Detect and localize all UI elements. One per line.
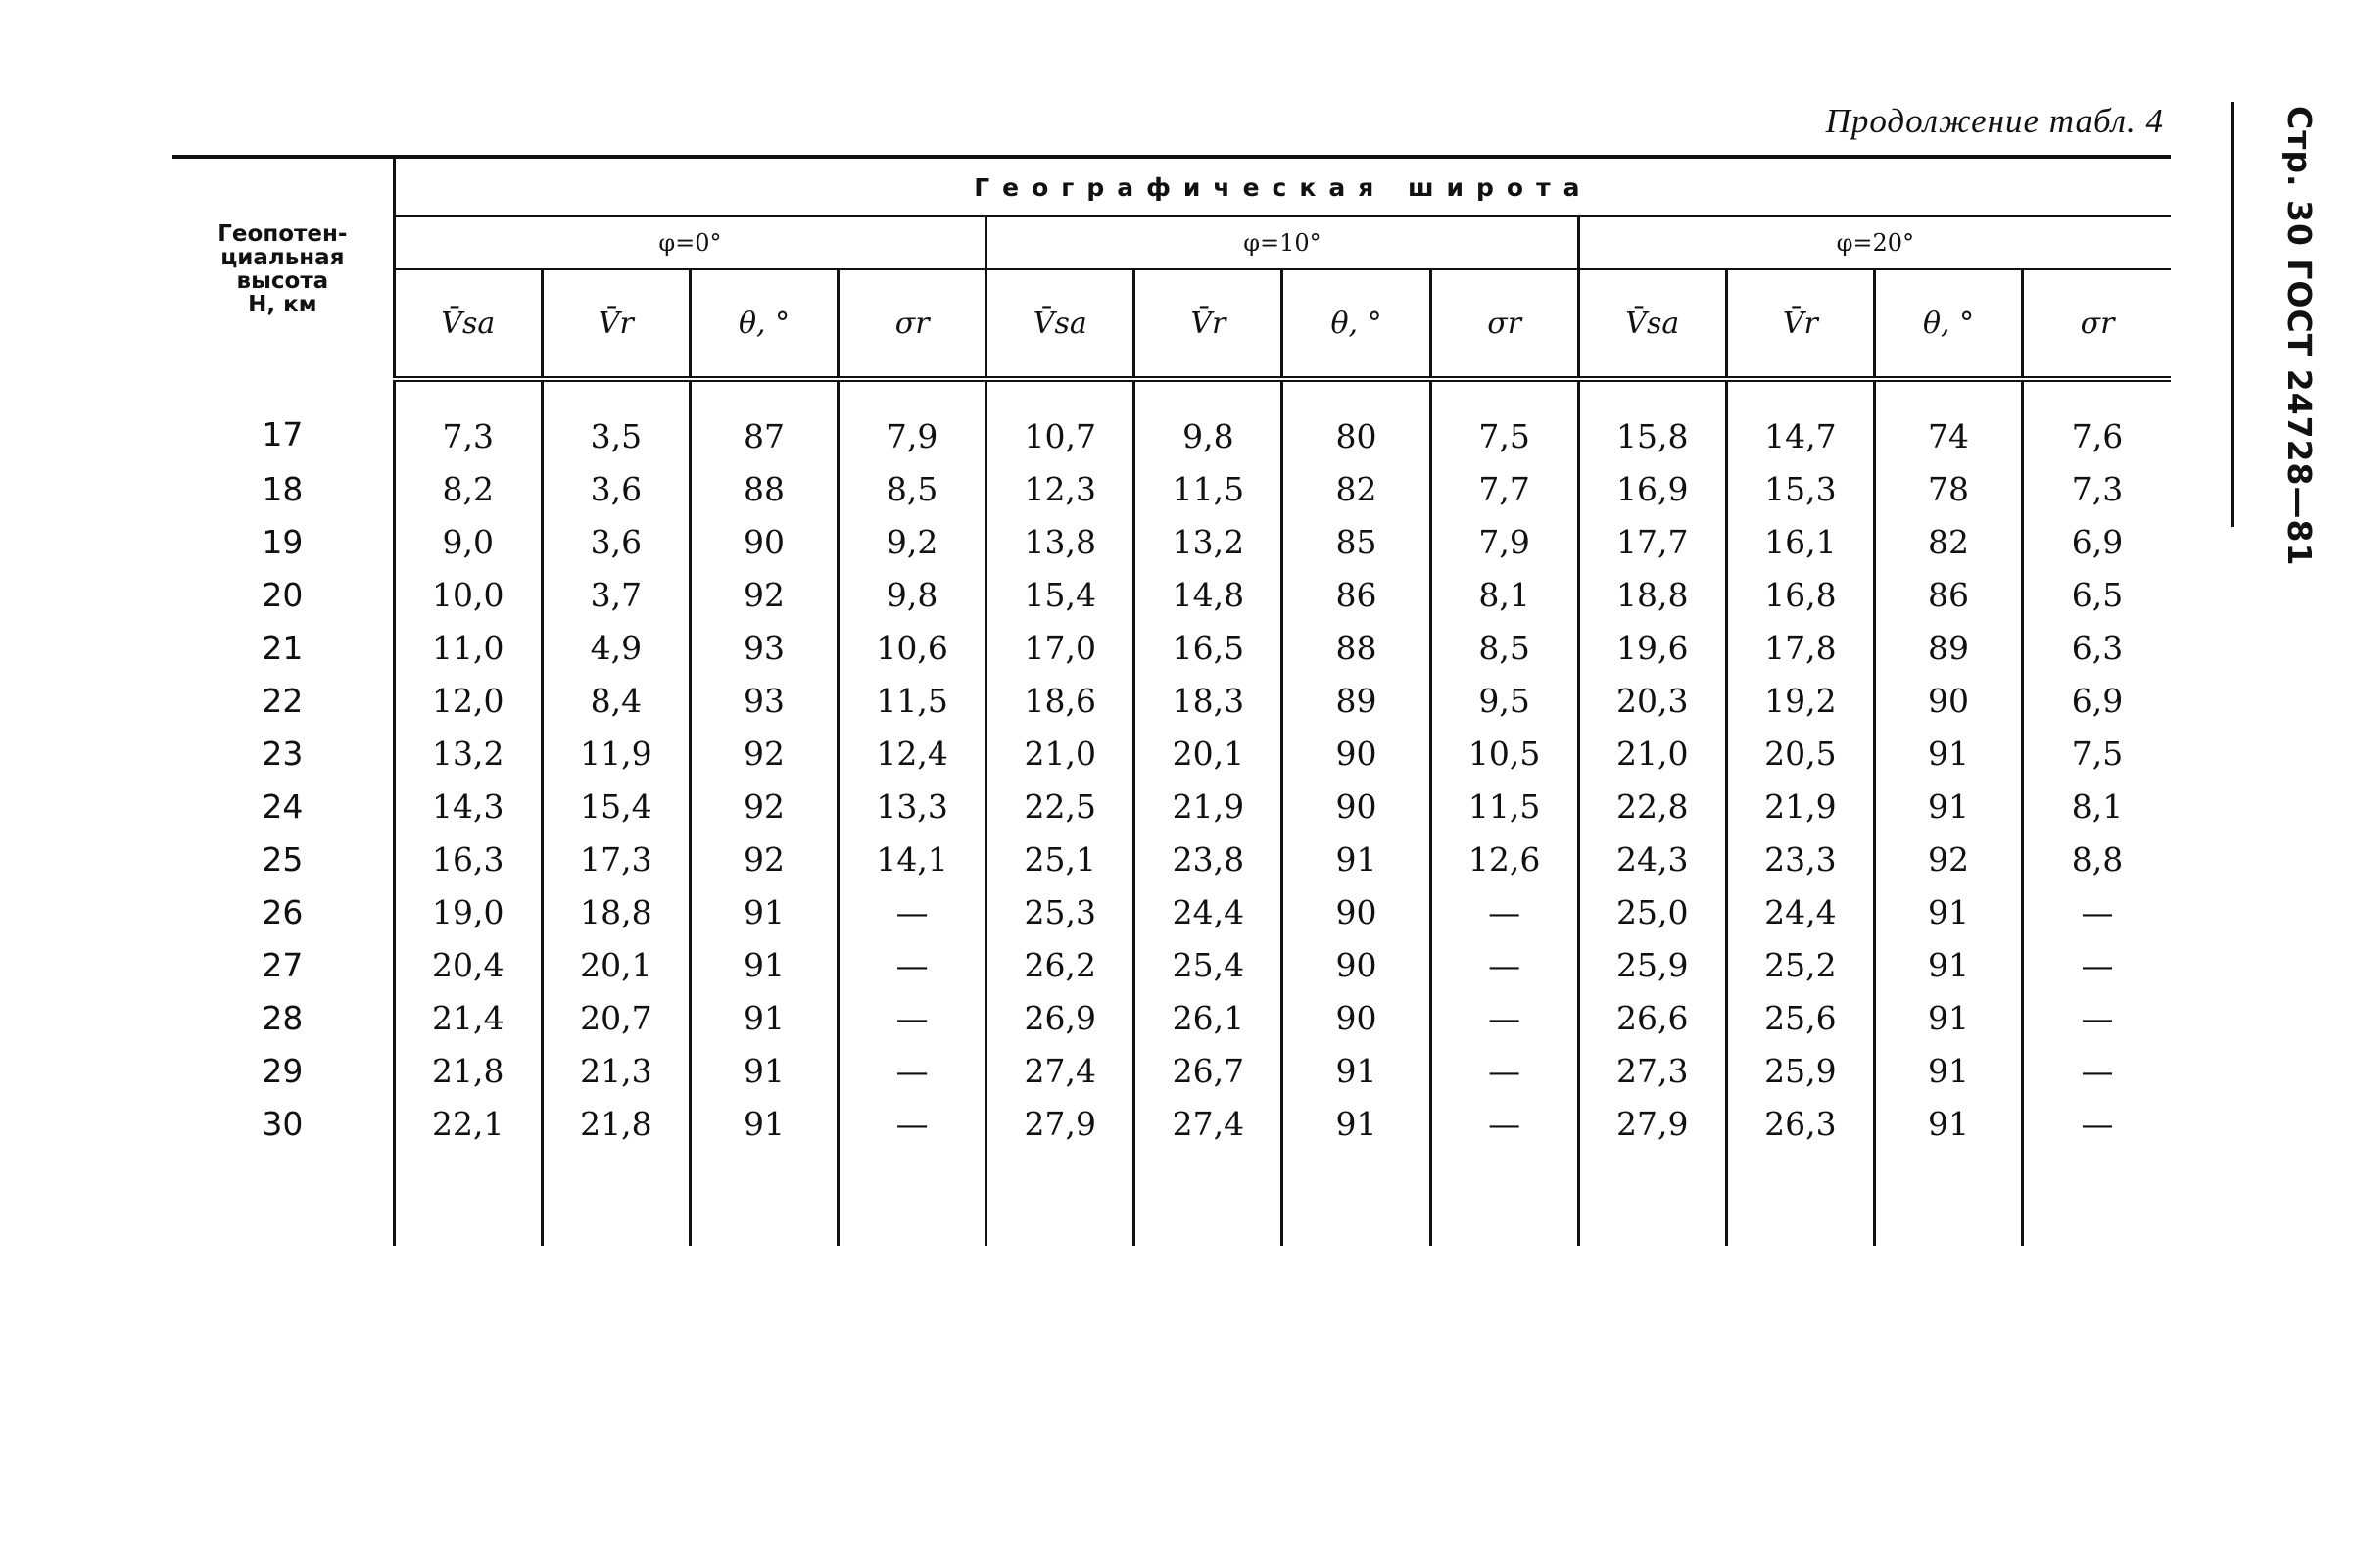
- value-cell: 13,2: [1134, 515, 1282, 568]
- value-cell: 17,8: [1726, 621, 1874, 674]
- height-cell: 23: [172, 727, 394, 780]
- value-cell: —: [1430, 885, 1578, 938]
- latitude-0-header: φ=0°: [394, 216, 986, 269]
- value-cell: 91: [1282, 1097, 1430, 1150]
- value-cell: 3,6: [542, 462, 690, 515]
- value-cell: 91: [1874, 1097, 2022, 1150]
- table-row: [172, 568, 2171, 621]
- height-cell: 27: [172, 938, 394, 991]
- value-cell: 9,2: [839, 515, 986, 568]
- value-cell: 23,3: [1726, 832, 1874, 885]
- value-cell: 27,3: [1578, 1044, 1726, 1097]
- value-cell: 21,9: [1134, 780, 1282, 832]
- latitude-group-header: Географическая широта: [394, 157, 2171, 216]
- value-cell: 26,9: [986, 991, 1134, 1044]
- value-cell: 92: [690, 832, 838, 885]
- atmosphere-table: [172, 155, 2171, 1246]
- value-cell: 91: [690, 885, 838, 938]
- value-cell: 90: [1282, 938, 1430, 991]
- table-row: [172, 379, 2171, 462]
- height-cell: 21: [172, 621, 394, 674]
- value-cell: 17,7: [1578, 515, 1726, 568]
- table-row: [172, 674, 2171, 727]
- value-cell: 91: [1874, 727, 2022, 780]
- value-cell: 80: [1282, 379, 1430, 462]
- value-cell: 10,5: [1430, 727, 1578, 780]
- value-cell: 8,1: [1430, 568, 1578, 621]
- value-cell: 91: [690, 1044, 838, 1097]
- value-cell: 12,6: [1430, 832, 1578, 885]
- value-cell: 89: [1874, 621, 2022, 674]
- param-vr-header: V̄r: [542, 269, 690, 379]
- value-cell: 91: [1282, 1044, 1430, 1097]
- value-cell: 21,9: [1726, 780, 1874, 832]
- value-cell: 26,7: [1134, 1044, 1282, 1097]
- page-standard-label: Стр. 30 ГОСТ 24728—81: [2281, 106, 2319, 567]
- value-cell: —: [839, 885, 986, 938]
- value-cell: 91: [690, 938, 838, 991]
- value-cell: —: [1430, 938, 1578, 991]
- height-cell: 28: [172, 991, 394, 1044]
- value-cell: 90: [1282, 727, 1430, 780]
- height-cell: 19: [172, 515, 394, 568]
- table-filler-row: [172, 1150, 2171, 1246]
- value-cell: 21,8: [394, 1044, 542, 1097]
- value-cell: 11,5: [1430, 780, 1578, 832]
- value-cell: 27,9: [1578, 1097, 1726, 1150]
- value-cell: 15,4: [986, 568, 1134, 621]
- value-cell: 15,8: [1578, 379, 1726, 462]
- value-cell: 20,3: [1578, 674, 1726, 727]
- value-cell: 4,9: [542, 621, 690, 674]
- value-cell: 9,5: [1430, 674, 1578, 727]
- value-cell: 93: [690, 674, 838, 727]
- value-cell: 16,8: [1726, 568, 1874, 621]
- value-cell: 22,5: [986, 780, 1134, 832]
- param-sigma-header: σr: [1430, 269, 1578, 379]
- value-cell: 27,4: [986, 1044, 1134, 1097]
- value-cell: 20,1: [1134, 727, 1282, 780]
- latitude-20-header: φ=20°: [1578, 216, 2171, 269]
- value-cell: 8,5: [839, 462, 986, 515]
- value-cell: 25,9: [1726, 1044, 1874, 1097]
- value-cell: —: [2023, 1097, 2171, 1150]
- value-cell: 17,0: [986, 621, 1134, 674]
- value-cell: 91: [1874, 1044, 2022, 1097]
- value-cell: —: [2023, 938, 2171, 991]
- value-cell: 21,8: [542, 1097, 690, 1150]
- margin-rule: [2231, 102, 2234, 527]
- value-cell: 15,3: [1726, 462, 1874, 515]
- value-cell: 26,1: [1134, 991, 1282, 1044]
- value-cell: 13,3: [839, 780, 986, 832]
- height-cell: 24: [172, 780, 394, 832]
- value-cell: 91: [690, 1097, 838, 1150]
- value-cell: 18,3: [1134, 674, 1282, 727]
- value-cell: 24,3: [1578, 832, 1726, 885]
- table-row: [172, 621, 2171, 674]
- value-cell: 82: [1874, 515, 2022, 568]
- value-cell: 21,3: [542, 1044, 690, 1097]
- value-cell: 20,7: [542, 991, 690, 1044]
- value-cell: 25,3: [986, 885, 1134, 938]
- filler-cell: [1874, 1150, 2022, 1246]
- value-cell: 91: [1874, 938, 2022, 991]
- value-cell: —: [1430, 1097, 1578, 1150]
- value-cell: 8,5: [1430, 621, 1578, 674]
- value-cell: 25,6: [1726, 991, 1874, 1044]
- value-cell: 74: [1874, 379, 2022, 462]
- height-cell: 18: [172, 462, 394, 515]
- value-cell: 6,9: [2023, 674, 2171, 727]
- param-theta-header: θ, °: [1282, 269, 1430, 379]
- value-cell: 25,1: [986, 832, 1134, 885]
- filler-cell: [542, 1150, 690, 1246]
- latitude-10-header: φ=10°: [986, 216, 1579, 269]
- value-cell: 7,6: [2023, 379, 2171, 462]
- height-header-line-1: Геопотен-: [217, 220, 348, 247]
- table-row: [172, 991, 2171, 1044]
- height-cell: 30: [172, 1097, 394, 1150]
- value-cell: 17,3: [542, 832, 690, 885]
- table-row: [172, 515, 2171, 568]
- value-cell: 89: [1282, 674, 1430, 727]
- value-cell: 20,1: [542, 938, 690, 991]
- value-cell: 86: [1282, 568, 1430, 621]
- filler-cell: [1134, 1150, 1282, 1246]
- value-cell: 19,6: [1578, 621, 1726, 674]
- filler-cell: [839, 1150, 986, 1246]
- value-cell: 12,0: [394, 674, 542, 727]
- value-cell: —: [2023, 885, 2171, 938]
- value-cell: —: [2023, 991, 2171, 1044]
- table-row: [172, 462, 2171, 515]
- value-cell: 18,8: [1578, 568, 1726, 621]
- value-cell: 27,9: [986, 1097, 1134, 1150]
- filler-cell: [172, 1150, 394, 1246]
- value-cell: 11,5: [839, 674, 986, 727]
- value-cell: 92: [690, 780, 838, 832]
- value-cell: —: [839, 1044, 986, 1097]
- table-row: [172, 832, 2171, 885]
- value-cell: 78: [1874, 462, 2022, 515]
- value-cell: 3,7: [542, 568, 690, 621]
- value-cell: 10,6: [839, 621, 986, 674]
- value-cell: 3,5: [542, 379, 690, 462]
- value-cell: 92: [690, 568, 838, 621]
- value-cell: 25,2: [1726, 938, 1874, 991]
- value-cell: 7,3: [394, 379, 542, 462]
- value-cell: 91: [1282, 832, 1430, 885]
- value-cell: 7,3: [2023, 462, 2171, 515]
- table-row: [172, 1044, 2171, 1097]
- value-cell: 14,8: [1134, 568, 1282, 621]
- value-cell: 10,0: [394, 568, 542, 621]
- value-cell: 16,3: [394, 832, 542, 885]
- height-header-line-3: высота: [236, 267, 329, 294]
- param-vr-header: V̄r: [1134, 269, 1282, 379]
- table-row: [172, 885, 2171, 938]
- value-cell: 9,0: [394, 515, 542, 568]
- value-cell: 7,9: [1430, 515, 1578, 568]
- value-cell: 25,4: [1134, 938, 1282, 991]
- value-cell: 26,2: [986, 938, 1134, 991]
- value-cell: 7,5: [1430, 379, 1578, 462]
- value-cell: 7,9: [839, 379, 986, 462]
- param-sigma-header: σr: [839, 269, 986, 379]
- height-cell: 17: [172, 379, 394, 462]
- value-cell: 90: [1282, 780, 1430, 832]
- value-cell: 3,6: [542, 515, 690, 568]
- value-cell: 87: [690, 379, 838, 462]
- value-cell: 8,8: [2023, 832, 2171, 885]
- value-cell: 21,0: [1578, 727, 1726, 780]
- data-table-container: [172, 155, 2171, 1246]
- table-row: [172, 1097, 2171, 1150]
- filler-cell: [986, 1150, 1134, 1246]
- height-cell: 22: [172, 674, 394, 727]
- value-cell: 8,1: [2023, 780, 2171, 832]
- value-cell: 91: [1874, 780, 2022, 832]
- value-cell: 12,3: [986, 462, 1134, 515]
- height-column-header: [172, 157, 394, 379]
- value-cell: 19,2: [1726, 674, 1874, 727]
- value-cell: 6,3: [2023, 621, 2171, 674]
- filler-cell: [1282, 1150, 1430, 1246]
- value-cell: 93: [690, 621, 838, 674]
- filler-cell: [1578, 1150, 1726, 1246]
- height-cell: 20: [172, 568, 394, 621]
- value-cell: 7,7: [1430, 462, 1578, 515]
- value-cell: 90: [1282, 991, 1430, 1044]
- value-cell: 10,7: [986, 379, 1134, 462]
- value-cell: 86: [1874, 568, 2022, 621]
- table-body: [172, 379, 2171, 1246]
- value-cell: 25,9: [1578, 938, 1726, 991]
- value-cell: 85: [1282, 515, 1430, 568]
- value-cell: 22,1: [394, 1097, 542, 1150]
- value-cell: 25,0: [1578, 885, 1726, 938]
- value-cell: 91: [1874, 885, 2022, 938]
- value-cell: 16,9: [1578, 462, 1726, 515]
- value-cell: 23,8: [1134, 832, 1282, 885]
- param-vsa-header: V̄sa: [1578, 269, 1726, 379]
- value-cell: 90: [1874, 674, 2022, 727]
- value-cell: 19,0: [394, 885, 542, 938]
- value-cell: 18,8: [542, 885, 690, 938]
- value-cell: 92: [1874, 832, 2022, 885]
- height-header-line-2: циальная: [220, 244, 345, 270]
- filler-cell: [1726, 1150, 1874, 1246]
- value-cell: 11,9: [542, 727, 690, 780]
- filler-cell: [1430, 1150, 1578, 1246]
- value-cell: 11,0: [394, 621, 542, 674]
- value-cell: 22,8: [1578, 780, 1726, 832]
- filler-cell: [2023, 1150, 2171, 1246]
- value-cell: 20,4: [394, 938, 542, 991]
- height-cell: 29: [172, 1044, 394, 1097]
- value-cell: 11,5: [1134, 462, 1282, 515]
- value-cell: 6,9: [2023, 515, 2171, 568]
- value-cell: 92: [690, 727, 838, 780]
- param-vsa-header: V̄sa: [986, 269, 1134, 379]
- table-continuation-caption: Продолжение табл. 4: [1825, 102, 2164, 140]
- value-cell: 21,4: [394, 991, 542, 1044]
- height-cell: 25: [172, 832, 394, 885]
- value-cell: 15,4: [542, 780, 690, 832]
- filler-cell: [394, 1150, 542, 1246]
- value-cell: 26,3: [1726, 1097, 1874, 1150]
- table-row: [172, 780, 2171, 832]
- table-row: [172, 727, 2171, 780]
- value-cell: 14,7: [1726, 379, 1874, 462]
- value-cell: —: [839, 1097, 986, 1150]
- height-header-line-4: H, км: [248, 291, 317, 317]
- height-cell: 26: [172, 885, 394, 938]
- param-theta-header: θ, °: [1874, 269, 2022, 379]
- value-cell: 24,4: [1726, 885, 1874, 938]
- value-cell: 90: [1282, 885, 1430, 938]
- value-cell: 88: [690, 462, 838, 515]
- value-cell: 13,2: [394, 727, 542, 780]
- value-cell: 8,2: [394, 462, 542, 515]
- filler-cell: [690, 1150, 838, 1246]
- param-vsa-header: V̄sa: [394, 269, 542, 379]
- value-cell: 88: [1282, 621, 1430, 674]
- param-vr-header: V̄r: [1726, 269, 1874, 379]
- value-cell: —: [839, 938, 986, 991]
- value-cell: —: [1430, 991, 1578, 1044]
- value-cell: 16,1: [1726, 515, 1874, 568]
- value-cell: 20,5: [1726, 727, 1874, 780]
- value-cell: 6,5: [2023, 568, 2171, 621]
- value-cell: 18,6: [986, 674, 1134, 727]
- value-cell: 27,4: [1134, 1097, 1282, 1150]
- value-cell: 91: [1874, 991, 2022, 1044]
- value-cell: 12,4: [839, 727, 986, 780]
- param-sigma-header: σr: [2023, 269, 2171, 379]
- value-cell: 13,8: [986, 515, 1134, 568]
- value-cell: —: [1430, 1044, 1578, 1097]
- value-cell: 91: [690, 991, 838, 1044]
- value-cell: 26,6: [1578, 991, 1726, 1044]
- value-cell: 9,8: [839, 568, 986, 621]
- value-cell: 9,8: [1134, 379, 1282, 462]
- value-cell: 14,3: [394, 780, 542, 832]
- param-theta-header: θ, °: [690, 269, 838, 379]
- value-cell: 7,5: [2023, 727, 2171, 780]
- value-cell: 24,4: [1134, 885, 1282, 938]
- value-cell: —: [839, 991, 986, 1044]
- value-cell: —: [2023, 1044, 2171, 1097]
- value-cell: 21,0: [986, 727, 1134, 780]
- value-cell: 16,5: [1134, 621, 1282, 674]
- table-row: [172, 938, 2171, 991]
- value-cell: 14,1: [839, 832, 986, 885]
- value-cell: 82: [1282, 462, 1430, 515]
- value-cell: 90: [690, 515, 838, 568]
- value-cell: 8,4: [542, 674, 690, 727]
